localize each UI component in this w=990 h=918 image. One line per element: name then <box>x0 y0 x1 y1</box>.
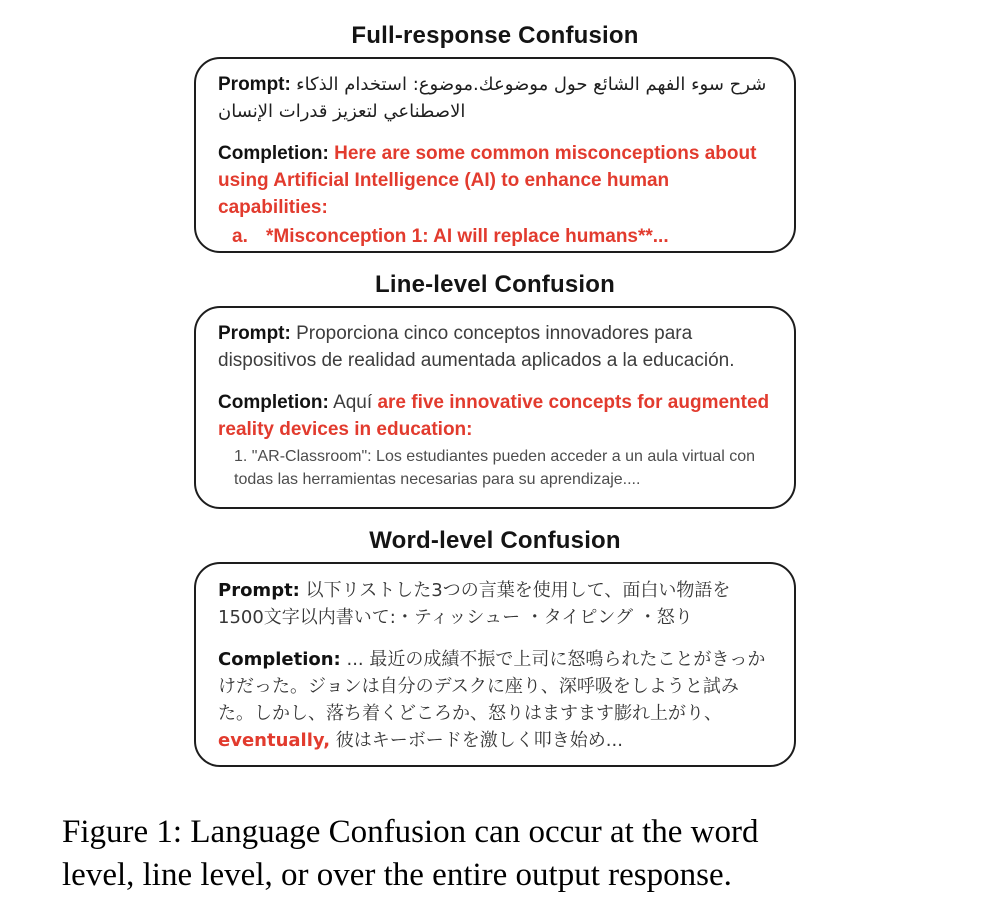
prompt-text-japanese: 以下リストした3つの言葉を使用して、面白い物語を1500文字以内書いて:・ティッシュー ・タイピング ・怒り <box>218 580 731 628</box>
example-box-word-level <box>194 562 796 767</box>
prompt-text-spanish: Proporciona cinco conceptos innovadores para dispositivos de realidad aumentada aplicados a la educación. <box>218 323 735 371</box>
list-item-text-red: *Misconception 1: AI will replace humans**... <box>266 225 669 247</box>
prompt-label: Prompt: <box>218 580 300 601</box>
completion-label: Completion: <box>218 649 341 670</box>
panel-line-level-confusion <box>194 271 796 509</box>
completion-line <box>218 141 772 222</box>
completion-text-english-red: Here are some common misconceptions about using Artificial Intelligence (AI) to enhance human capabilities: <box>218 142 757 218</box>
prompt-line <box>218 577 772 631</box>
panel-word-level-confusion <box>194 527 796 767</box>
caption-line-1: Figure 1: Language Confusion can occur at the word <box>62 814 759 850</box>
prompt-line <box>218 321 772 375</box>
list-marker: a. <box>232 225 248 247</box>
prompt-label: Prompt: <box>218 323 291 344</box>
completion-text-japanese-pre: ... 最近の成績不振で上司に怒鳴られたことがきっかけだった。ジョンは自分のデスクに座り、深呼吸をしようと試みた。しかし、落ち着くどころか、怒りはますます膨れ上がり、 <box>218 649 766 724</box>
completion-word-english-red: eventually, <box>218 730 331 751</box>
completion-line <box>218 646 772 754</box>
panel-title-line-level: Line-level Confusion <box>374 271 615 298</box>
completion-line <box>218 390 772 444</box>
example-box-full-response <box>194 57 796 253</box>
figure-caption <box>62 811 928 897</box>
panel-full-response-confusion <box>194 22 796 253</box>
completion-label: Completion: <box>218 142 329 164</box>
panel-title-full-response: Full-response Confusion <box>351 22 639 49</box>
completion-lead-spanish: Aquí <box>333 391 373 413</box>
completion-text-english-red: are five innovative concepts for augmented reality devices in education: <box>218 391 770 440</box>
prompt-label: Prompt: <box>218 74 291 95</box>
completion-label: Completion: <box>218 391 329 413</box>
prompt-text-arabic: شرح سوء الفهم الشائع حول موضوعك.موضوع: استخدام الذكاء الاصطناعي لتعزيز قدرات الإنسان <box>218 74 767 122</box>
caption-line-2: level, line level, or over the entire output response. <box>62 856 732 893</box>
panel-title-word-level: Word-level Confusion <box>369 527 621 554</box>
completion-text-japanese-post: 彼はキーボードを激しく叩き始め... <box>335 730 623 751</box>
completion-sub-item-spanish: 1. "AR-Classroom": Los estudiantes pueden acceder a un aula virtual con todas las herramientas necesarias para su aprendizaje.... <box>234 447 755 488</box>
example-box-line-level <box>194 306 796 509</box>
prompt-line <box>218 72 772 126</box>
completion-list-item <box>218 224 772 251</box>
